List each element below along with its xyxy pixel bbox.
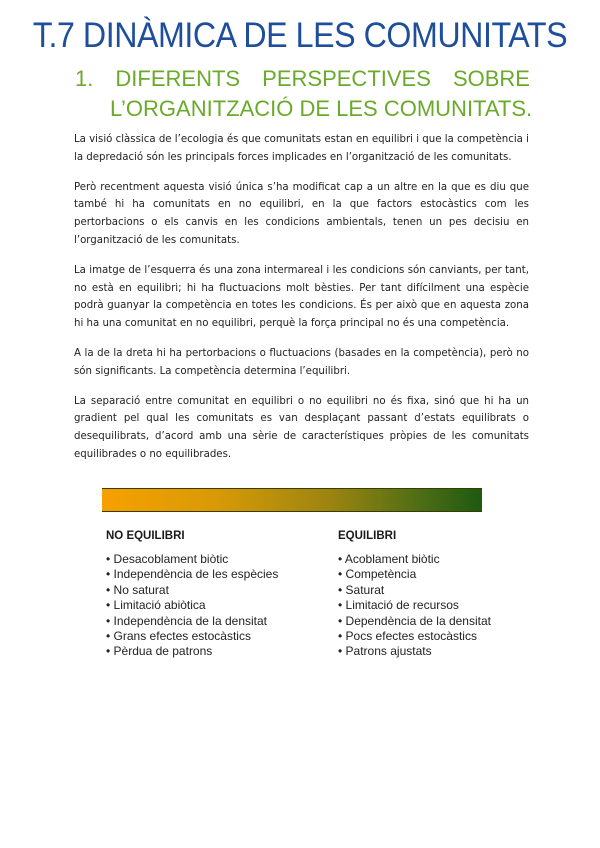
section-word-2: PERSPECTIVES: [262, 66, 431, 91]
non-equilibrium-column: [106, 530, 278, 660]
list-item: • Limitació abiòtica: [106, 598, 278, 613]
page-title: T.7 DINÀMICA DE LES COMUNITATS: [32, 16, 568, 55]
body-text: [74, 131, 529, 476]
section-word-1: DIFERENTS: [115, 66, 241, 91]
equilibrium-figure: [100, 488, 491, 668]
list-item: • Desacoblament biòtic: [106, 552, 278, 567]
list-item: • Pocs efectes estocàstics: [338, 629, 491, 644]
paragraph-5: La separació entre comunitat en equilibri o no equilibri no és fixa, sinó que hi ha un gradient pel qual les comunitats es van desplaçant passant d’estats equilibrats o desequilibrats, d’acord amb una sèrie de característiques pròpies de les comunitats equilibrades o no equilibrades.: [74, 395, 529, 460]
list-item: • Competència: [338, 567, 491, 582]
list-item: • Patrons ajustats: [338, 644, 491, 659]
section-word-3: SOBRE: [452, 66, 530, 91]
list-item: • No saturat: [106, 583, 278, 598]
gradient-bar: [102, 488, 482, 512]
non-equilibrium-heading: NO EQUILIBRI: [106, 530, 185, 542]
paragraph-3: La imatge de l’esquerra és una zona intermareal i les condicions són canviants, per tant, no està en equilibri; hi ha fluctuacions molt bèsties. Per tant difícilment una espècie podrà guanyar la competència en totes les condicions. És per això que en aquesta zona hi ha una comunitat en no equilibri, perquè la força principal no és una competència.: [74, 264, 529, 330]
equilibrium-heading: EQUILIBRI: [338, 530, 397, 542]
list-item: • Independència de les espècies: [106, 567, 278, 582]
paragraph-4: A la de la dreta hi ha pertorbacions o fluctuacions (basades en la competència), però no són significants. La competència determina l’equilibri.: [74, 347, 529, 377]
paragraph-1: La visió clàssica de l’ecologia és que comunitats estan en equilibri i que la competència i la depredació són les principals forces implicades en l’organització de les comunitats.: [74, 134, 529, 163]
list-item: • Dependència de la densitat: [338, 614, 491, 629]
list-item: • Acoblament biòtic: [338, 552, 491, 567]
equilibrium-column: [338, 530, 491, 660]
list-item: • Pèrdua de patrons: [106, 644, 278, 659]
list-item: • Independència de la densitat: [106, 614, 278, 629]
section-number: 1.: [75, 66, 94, 91]
non-equilibrium-list: [106, 552, 278, 660]
list-item: • Limitació de recursos: [338, 598, 491, 613]
section-heading-line2: L’ORGANITZACIÓ DE LES COMUNITATS.: [110, 96, 533, 121]
list-item: • Saturat: [338, 583, 491, 598]
list-item: • Grans efectes estocàstics: [106, 629, 278, 644]
paragraph-2: Però recentment aquesta visió única s’ha modificat cap a un altre en la que es diu que també hi ha comunitats en no equilibri, en la que factors estocàstics com les pertorbacions o els canvis en les condicions ambientals, tenen un pes decisiu en l’organització de les comunitats.: [74, 181, 529, 246]
section-heading-line1: [75, 64, 530, 94]
section-heading: [75, 64, 533, 124]
equilibrium-list: [338, 552, 491, 660]
